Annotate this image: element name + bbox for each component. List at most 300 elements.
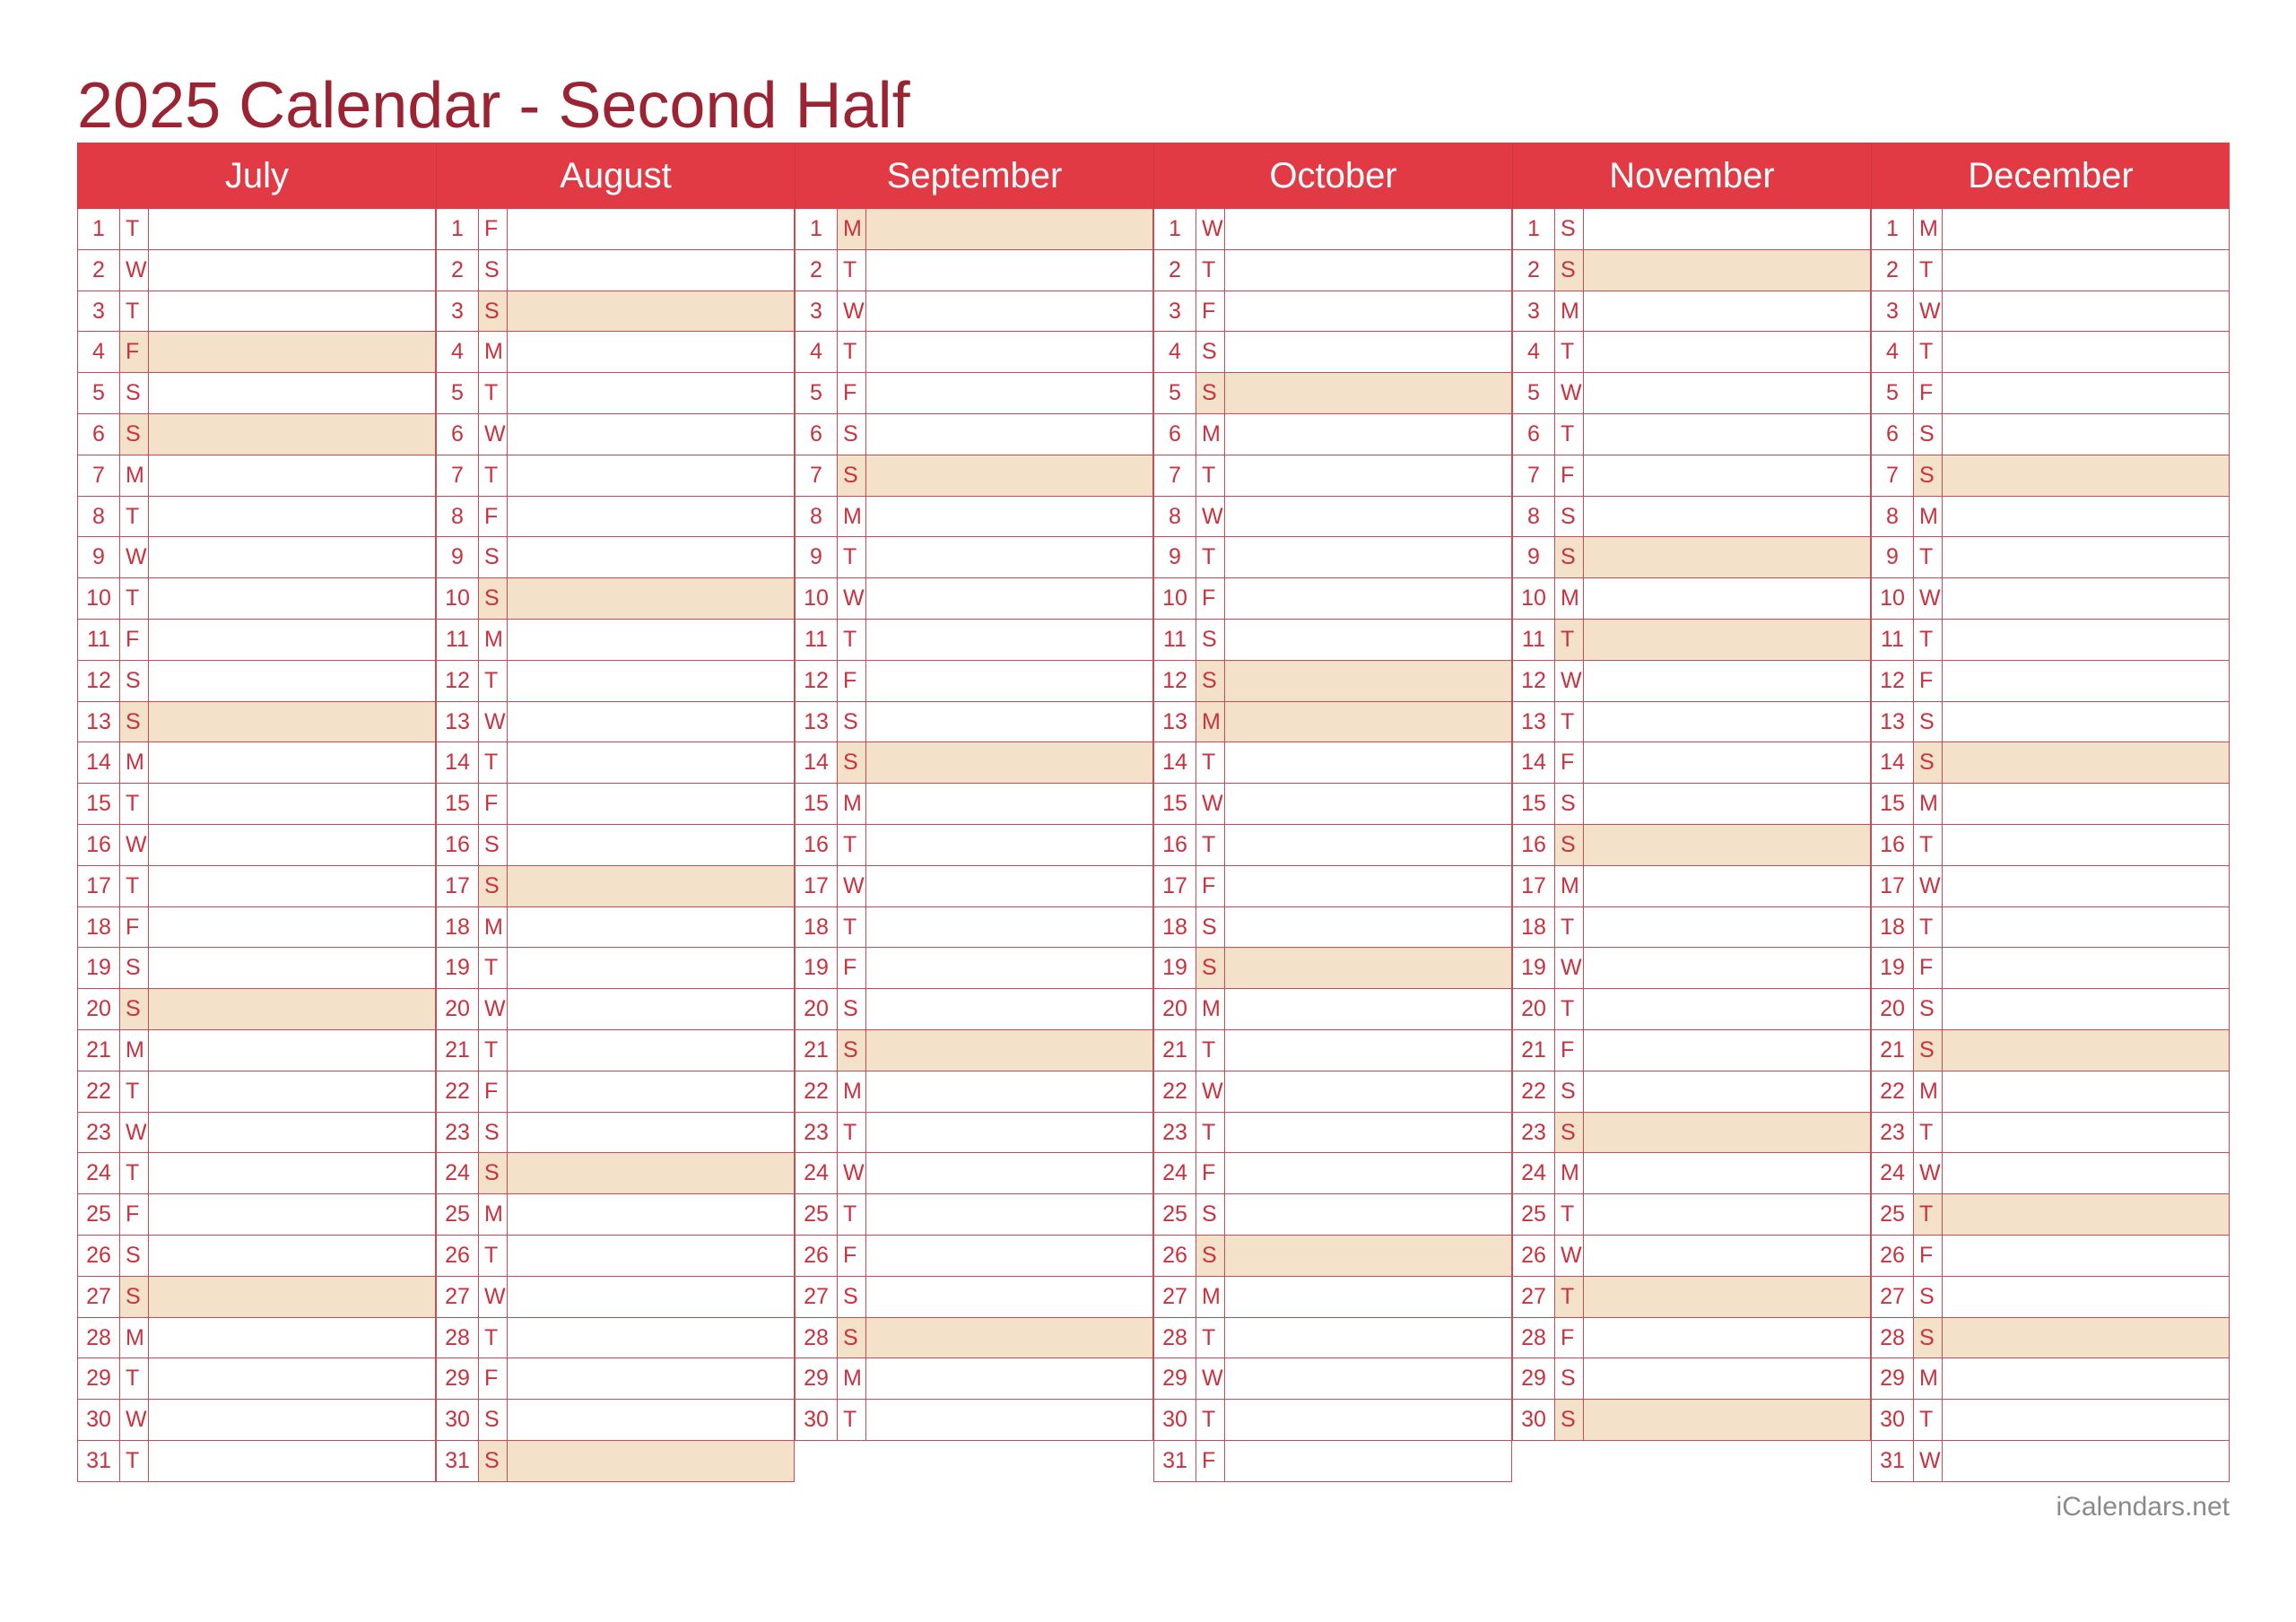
note-cell[interactable] xyxy=(508,907,795,948)
note-cell[interactable] xyxy=(1943,1113,2230,1153)
note-cell[interactable] xyxy=(866,1400,1153,1440)
day-row[interactable] xyxy=(795,537,1153,578)
note-cell[interactable] xyxy=(1225,989,1512,1029)
note-cell[interactable] xyxy=(149,332,436,372)
day-row[interactable] xyxy=(1153,291,1512,333)
day-row[interactable] xyxy=(1512,620,1871,661)
day-row[interactable] xyxy=(1153,825,1512,866)
note-cell[interactable] xyxy=(508,742,795,783)
day-row[interactable] xyxy=(77,209,436,250)
day-row[interactable] xyxy=(1871,661,2230,702)
note-cell[interactable] xyxy=(1943,1358,2230,1399)
note-cell[interactable] xyxy=(1943,620,2230,660)
day-row[interactable] xyxy=(436,1030,795,1071)
note-cell[interactable] xyxy=(866,825,1153,865)
note-cell[interactable] xyxy=(1225,1277,1512,1317)
note-cell[interactable] xyxy=(1943,1277,2230,1317)
note-cell[interactable] xyxy=(866,989,1153,1029)
day-row[interactable] xyxy=(1512,1277,1871,1318)
day-row[interactable] xyxy=(1512,1071,1871,1113)
day-row[interactable] xyxy=(77,537,436,578)
day-row[interactable] xyxy=(1871,1441,2230,1482)
note-cell[interactable] xyxy=(508,989,795,1029)
day-row[interactable] xyxy=(77,1441,436,1482)
note-cell[interactable] xyxy=(508,537,795,577)
note-cell[interactable] xyxy=(508,620,795,660)
note-cell[interactable] xyxy=(149,1071,436,1112)
day-row[interactable] xyxy=(436,332,795,373)
note-cell[interactable] xyxy=(866,209,1153,249)
note-cell[interactable] xyxy=(1225,1194,1512,1235)
day-row[interactable] xyxy=(1871,1113,2230,1154)
day-row[interactable] xyxy=(795,578,1153,620)
day-row[interactable] xyxy=(77,1358,436,1400)
note-cell[interactable] xyxy=(149,291,436,332)
note-cell[interactable] xyxy=(508,1071,795,1112)
note-cell[interactable] xyxy=(866,784,1153,824)
day-row[interactable] xyxy=(1512,1358,1871,1400)
day-row[interactable] xyxy=(436,1194,795,1236)
note-cell[interactable] xyxy=(508,250,795,291)
note-cell[interactable] xyxy=(1584,209,1871,249)
note-cell[interactable] xyxy=(149,250,436,291)
note-cell[interactable] xyxy=(1584,1153,1871,1193)
day-row[interactable] xyxy=(436,291,795,333)
note-cell[interactable] xyxy=(1225,825,1512,865)
note-cell[interactable] xyxy=(866,250,1153,291)
day-row[interactable] xyxy=(1512,414,1871,455)
day-row[interactable] xyxy=(1871,373,2230,414)
day-row[interactable] xyxy=(1153,414,1512,455)
day-row[interactable] xyxy=(795,661,1153,702)
note-cell[interactable] xyxy=(1225,1236,1512,1276)
note-cell[interactable] xyxy=(1943,209,2230,249)
note-cell[interactable] xyxy=(149,1194,436,1235)
day-row[interactable] xyxy=(77,414,436,455)
note-cell[interactable] xyxy=(1943,578,2230,619)
note-cell[interactable] xyxy=(866,291,1153,332)
note-cell[interactable] xyxy=(1225,1318,1512,1358)
note-cell[interactable] xyxy=(1943,742,2230,783)
day-row[interactable] xyxy=(1153,373,1512,414)
day-row[interactable] xyxy=(795,866,1153,907)
note-cell[interactable] xyxy=(866,661,1153,701)
note-cell[interactable] xyxy=(508,825,795,865)
day-row[interactable] xyxy=(1153,1358,1512,1400)
day-row[interactable] xyxy=(1871,1071,2230,1113)
day-row[interactable] xyxy=(1871,825,2230,866)
day-row[interactable] xyxy=(795,414,1153,455)
day-row[interactable] xyxy=(1153,866,1512,907)
note-cell[interactable] xyxy=(1943,825,2230,865)
note-cell[interactable] xyxy=(1584,537,1871,577)
day-row[interactable] xyxy=(436,537,795,578)
day-row[interactable] xyxy=(1512,1236,1871,1277)
note-cell[interactable] xyxy=(508,291,795,332)
day-row[interactable] xyxy=(1512,1194,1871,1236)
day-row[interactable] xyxy=(1153,989,1512,1030)
day-row[interactable] xyxy=(436,373,795,414)
note-cell[interactable] xyxy=(1584,373,1871,413)
note-cell[interactable] xyxy=(866,1194,1153,1235)
day-row[interactable] xyxy=(1153,250,1512,291)
note-cell[interactable] xyxy=(1225,866,1512,906)
note-cell[interactable] xyxy=(1584,1400,1871,1440)
note-cell[interactable] xyxy=(1225,578,1512,619)
note-cell[interactable] xyxy=(149,661,436,701)
day-row[interactable] xyxy=(436,1358,795,1400)
day-row[interactable] xyxy=(795,1071,1153,1113)
note-cell[interactable] xyxy=(508,332,795,372)
day-row[interactable] xyxy=(1512,907,1871,949)
note-cell[interactable] xyxy=(508,497,795,537)
note-cell[interactable] xyxy=(149,1441,436,1481)
note-cell[interactable] xyxy=(508,948,795,988)
day-row[interactable] xyxy=(1153,455,1512,497)
day-row[interactable] xyxy=(1512,989,1871,1030)
note-cell[interactable] xyxy=(1584,825,1871,865)
note-cell[interactable] xyxy=(149,1153,436,1193)
note-cell[interactable] xyxy=(1225,497,1512,537)
day-row[interactable] xyxy=(795,332,1153,373)
day-row[interactable] xyxy=(436,784,795,825)
note-cell[interactable] xyxy=(1943,373,2230,413)
day-row[interactable] xyxy=(1512,537,1871,578)
day-row[interactable] xyxy=(1153,1236,1512,1277)
day-row[interactable] xyxy=(436,866,795,907)
note-cell[interactable] xyxy=(1943,1071,2230,1112)
note-cell[interactable] xyxy=(866,1358,1153,1399)
day-row[interactable] xyxy=(1871,414,2230,455)
day-row[interactable] xyxy=(1512,742,1871,784)
day-row[interactable] xyxy=(795,1030,1153,1071)
note-cell[interactable] xyxy=(866,742,1153,783)
day-row[interactable] xyxy=(795,1153,1153,1194)
day-row[interactable] xyxy=(1871,1236,2230,1277)
day-row[interactable] xyxy=(1871,578,2230,620)
note-cell[interactable] xyxy=(866,455,1153,496)
note-cell[interactable] xyxy=(1225,291,1512,332)
day-row[interactable] xyxy=(1871,291,2230,333)
note-cell[interactable] xyxy=(1584,702,1871,742)
day-row[interactable] xyxy=(795,373,1153,414)
note-cell[interactable] xyxy=(866,578,1153,619)
note-cell[interactable] xyxy=(1225,455,1512,496)
note-cell[interactable] xyxy=(508,784,795,824)
note-cell[interactable] xyxy=(1225,1358,1512,1399)
note-cell[interactable] xyxy=(1943,1236,2230,1276)
day-row[interactable] xyxy=(1512,948,1871,989)
note-cell[interactable] xyxy=(1943,1400,2230,1440)
note-cell[interactable] xyxy=(1584,742,1871,783)
note-cell[interactable] xyxy=(1225,209,1512,249)
day-row[interactable] xyxy=(1512,578,1871,620)
day-row[interactable] xyxy=(77,948,436,989)
day-row[interactable] xyxy=(1512,1113,1871,1154)
day-row[interactable] xyxy=(1871,866,2230,907)
day-row[interactable] xyxy=(1153,742,1512,784)
day-row[interactable] xyxy=(1153,1194,1512,1236)
note-cell[interactable] xyxy=(1943,702,2230,742)
note-cell[interactable] xyxy=(1225,948,1512,988)
day-row[interactable] xyxy=(1153,1277,1512,1318)
day-row[interactable] xyxy=(1871,250,2230,291)
day-row[interactable] xyxy=(436,661,795,702)
day-row[interactable] xyxy=(1153,1153,1512,1194)
day-row[interactable] xyxy=(436,1441,795,1482)
note-cell[interactable] xyxy=(1584,497,1871,537)
note-cell[interactable] xyxy=(1584,1358,1871,1399)
day-row[interactable] xyxy=(77,989,436,1030)
day-row[interactable] xyxy=(1512,1030,1871,1071)
day-row[interactable] xyxy=(77,1277,436,1318)
day-row[interactable] xyxy=(77,497,436,538)
day-row[interactable] xyxy=(77,1071,436,1113)
day-row[interactable] xyxy=(77,742,436,784)
note-cell[interactable] xyxy=(1584,1236,1871,1276)
day-row[interactable] xyxy=(1512,455,1871,497)
note-cell[interactable] xyxy=(1943,989,2230,1029)
note-cell[interactable] xyxy=(1225,250,1512,291)
note-cell[interactable] xyxy=(1943,866,2230,906)
note-cell[interactable] xyxy=(149,825,436,865)
note-cell[interactable] xyxy=(1584,1194,1871,1235)
note-cell[interactable] xyxy=(1225,702,1512,742)
note-cell[interactable] xyxy=(1225,742,1512,783)
note-cell[interactable] xyxy=(1225,1030,1512,1071)
note-cell[interactable] xyxy=(1584,414,1871,455)
note-cell[interactable] xyxy=(1943,1030,2230,1071)
day-row[interactable] xyxy=(1512,291,1871,333)
day-row[interactable] xyxy=(77,907,436,949)
day-row[interactable] xyxy=(795,455,1153,497)
day-row[interactable] xyxy=(795,948,1153,989)
day-row[interactable] xyxy=(795,291,1153,333)
note-cell[interactable] xyxy=(1225,620,1512,660)
note-cell[interactable] xyxy=(866,1277,1153,1317)
day-row[interactable] xyxy=(1512,250,1871,291)
day-row[interactable] xyxy=(1871,702,2230,743)
footer-credit[interactable]: iCalendars.net xyxy=(2056,1492,2230,1522)
day-row[interactable] xyxy=(1871,784,2230,825)
day-row[interactable] xyxy=(1153,702,1512,743)
day-row[interactable] xyxy=(77,1318,436,1359)
day-row[interactable] xyxy=(436,948,795,989)
note-cell[interactable] xyxy=(1584,332,1871,372)
day-row[interactable] xyxy=(795,250,1153,291)
note-cell[interactable] xyxy=(1584,1071,1871,1112)
note-cell[interactable] xyxy=(1584,1030,1871,1071)
note-cell[interactable] xyxy=(1584,1113,1871,1153)
day-row[interactable] xyxy=(77,1113,436,1154)
note-cell[interactable] xyxy=(1584,661,1871,701)
note-cell[interactable] xyxy=(508,1113,795,1153)
note-cell[interactable] xyxy=(1584,989,1871,1029)
day-row[interactable] xyxy=(77,373,436,414)
day-row[interactable] xyxy=(77,1194,436,1236)
day-row[interactable] xyxy=(1153,1441,1512,1482)
day-row[interactable] xyxy=(795,825,1153,866)
day-row[interactable] xyxy=(1153,907,1512,949)
note-cell[interactable] xyxy=(1943,1153,2230,1193)
day-row[interactable] xyxy=(436,578,795,620)
note-cell[interactable] xyxy=(508,209,795,249)
day-row[interactable] xyxy=(77,702,436,743)
day-row[interactable] xyxy=(1153,1318,1512,1359)
day-row[interactable] xyxy=(77,332,436,373)
note-cell[interactable] xyxy=(508,455,795,496)
note-cell[interactable] xyxy=(508,414,795,455)
note-cell[interactable] xyxy=(1943,291,2230,332)
day-row[interactable] xyxy=(1512,373,1871,414)
note-cell[interactable] xyxy=(866,907,1153,948)
day-row[interactable] xyxy=(1871,948,2230,989)
note-cell[interactable] xyxy=(866,1153,1153,1193)
note-cell[interactable] xyxy=(1584,907,1871,948)
note-cell[interactable] xyxy=(1943,1441,2230,1481)
day-row[interactable] xyxy=(1512,825,1871,866)
day-row[interactable] xyxy=(1153,578,1512,620)
day-row[interactable] xyxy=(1153,620,1512,661)
day-row[interactable] xyxy=(77,250,436,291)
note-cell[interactable] xyxy=(149,1236,436,1276)
day-row[interactable] xyxy=(795,784,1153,825)
day-row[interactable] xyxy=(436,702,795,743)
day-row[interactable] xyxy=(436,1236,795,1277)
day-row[interactable] xyxy=(795,1277,1153,1318)
note-cell[interactable] xyxy=(1943,907,2230,948)
day-row[interactable] xyxy=(77,1030,436,1071)
day-row[interactable] xyxy=(1871,1194,2230,1236)
day-row[interactable] xyxy=(1153,784,1512,825)
note-cell[interactable] xyxy=(1943,332,2230,372)
note-cell[interactable] xyxy=(508,1194,795,1235)
day-row[interactable] xyxy=(795,1113,1153,1154)
day-row[interactable] xyxy=(77,1236,436,1277)
note-cell[interactable] xyxy=(149,455,436,496)
note-cell[interactable] xyxy=(508,702,795,742)
day-row[interactable] xyxy=(1871,742,2230,784)
note-cell[interactable] xyxy=(1225,537,1512,577)
day-row[interactable] xyxy=(795,497,1153,538)
note-cell[interactable] xyxy=(1225,1113,1512,1153)
note-cell[interactable] xyxy=(1584,578,1871,619)
note-cell[interactable] xyxy=(866,1236,1153,1276)
note-cell[interactable] xyxy=(508,1236,795,1276)
note-cell[interactable] xyxy=(508,578,795,619)
note-cell[interactable] xyxy=(866,414,1153,455)
note-cell[interactable] xyxy=(1943,497,2230,537)
day-row[interactable] xyxy=(795,1358,1153,1400)
day-row[interactable] xyxy=(1512,209,1871,250)
day-row[interactable] xyxy=(1153,1400,1512,1441)
note-cell[interactable] xyxy=(1943,250,2230,291)
note-cell[interactable] xyxy=(1943,537,2230,577)
day-row[interactable] xyxy=(436,1277,795,1318)
day-row[interactable] xyxy=(1871,907,2230,949)
note-cell[interactable] xyxy=(1225,1153,1512,1193)
note-cell[interactable] xyxy=(866,866,1153,906)
note-cell[interactable] xyxy=(866,497,1153,537)
day-row[interactable] xyxy=(436,742,795,784)
note-cell[interactable] xyxy=(1584,291,1871,332)
day-row[interactable] xyxy=(1871,209,2230,250)
day-row[interactable] xyxy=(77,1400,436,1441)
note-cell[interactable] xyxy=(866,1318,1153,1358)
note-cell[interactable] xyxy=(149,1318,436,1358)
note-cell[interactable] xyxy=(1225,1071,1512,1112)
day-row[interactable] xyxy=(1512,497,1871,538)
day-row[interactable] xyxy=(1512,784,1871,825)
day-row[interactable] xyxy=(77,291,436,333)
day-row[interactable] xyxy=(436,497,795,538)
note-cell[interactable] xyxy=(1943,455,2230,496)
note-cell[interactable] xyxy=(1225,373,1512,413)
note-cell[interactable] xyxy=(866,373,1153,413)
day-row[interactable] xyxy=(1153,537,1512,578)
day-row[interactable] xyxy=(1871,1030,2230,1071)
day-row[interactable] xyxy=(795,989,1153,1030)
note-cell[interactable] xyxy=(149,373,436,413)
note-cell[interactable] xyxy=(149,1358,436,1399)
day-row[interactable] xyxy=(436,907,795,949)
day-row[interactable] xyxy=(1871,1400,2230,1441)
day-row[interactable] xyxy=(1153,1030,1512,1071)
day-row[interactable] xyxy=(1153,209,1512,250)
day-row[interactable] xyxy=(77,866,436,907)
note-cell[interactable] xyxy=(508,866,795,906)
note-cell[interactable] xyxy=(149,784,436,824)
day-row[interactable] xyxy=(436,209,795,250)
note-cell[interactable] xyxy=(866,1030,1153,1071)
day-row[interactable] xyxy=(1512,1400,1871,1441)
note-cell[interactable] xyxy=(1584,455,1871,496)
day-row[interactable] xyxy=(1871,537,2230,578)
note-cell[interactable] xyxy=(866,948,1153,988)
day-row[interactable] xyxy=(1153,1071,1512,1113)
note-cell[interactable] xyxy=(1584,1318,1871,1358)
note-cell[interactable] xyxy=(149,1030,436,1071)
note-cell[interactable] xyxy=(1225,907,1512,948)
note-cell[interactable] xyxy=(149,907,436,948)
note-cell[interactable] xyxy=(508,1277,795,1317)
note-cell[interactable] xyxy=(1584,948,1871,988)
note-cell[interactable] xyxy=(508,1153,795,1193)
note-cell[interactable] xyxy=(1225,784,1512,824)
note-cell[interactable] xyxy=(1584,866,1871,906)
day-row[interactable] xyxy=(1871,1358,2230,1400)
day-row[interactable] xyxy=(795,1400,1153,1441)
day-row[interactable] xyxy=(1512,702,1871,743)
day-row[interactable] xyxy=(1153,497,1512,538)
note-cell[interactable] xyxy=(149,537,436,577)
note-cell[interactable] xyxy=(149,702,436,742)
day-row[interactable] xyxy=(436,989,795,1030)
note-cell[interactable] xyxy=(508,1400,795,1440)
day-row[interactable] xyxy=(436,250,795,291)
day-row[interactable] xyxy=(77,620,436,661)
note-cell[interactable] xyxy=(1943,414,2230,455)
day-row[interactable] xyxy=(1153,661,1512,702)
note-cell[interactable] xyxy=(149,742,436,783)
note-cell[interactable] xyxy=(1584,784,1871,824)
note-cell[interactable] xyxy=(149,414,436,455)
note-cell[interactable] xyxy=(149,948,436,988)
note-cell[interactable] xyxy=(149,497,436,537)
day-row[interactable] xyxy=(77,455,436,497)
day-row[interactable] xyxy=(795,907,1153,949)
day-row[interactable] xyxy=(77,661,436,702)
